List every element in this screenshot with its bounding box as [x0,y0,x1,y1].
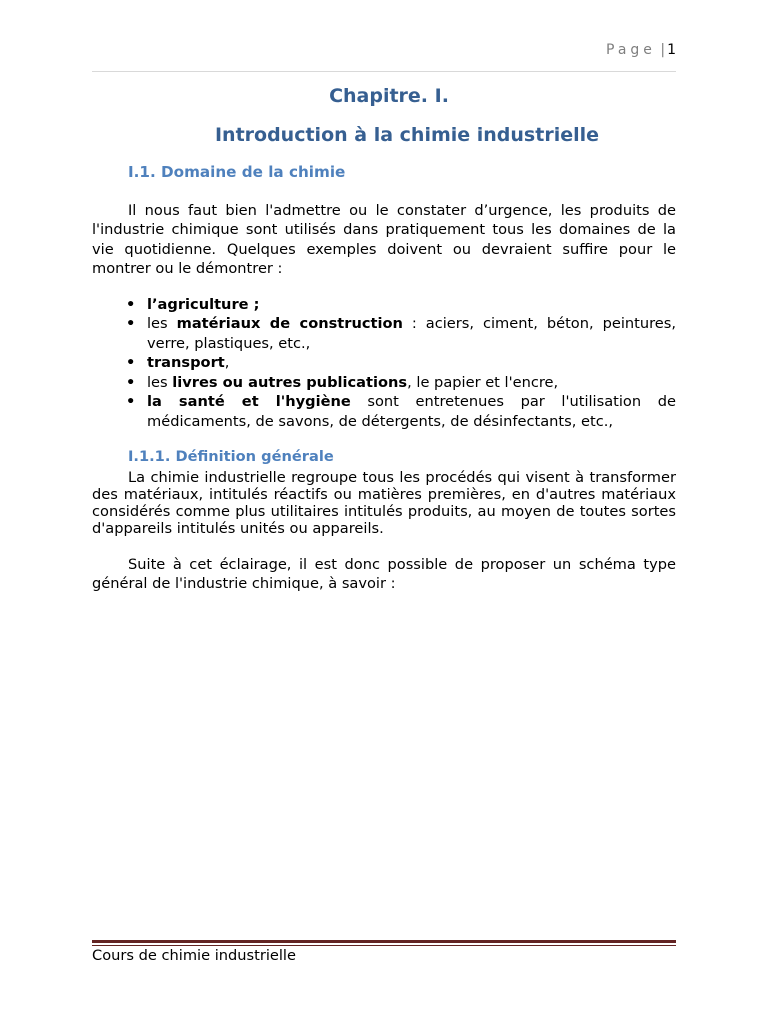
page-number: 1 [667,42,676,58]
list-item-bold: livres ou autres publications [172,373,408,391]
footer-course-title: Cours de chimie industrielle [92,947,296,964]
page-label: Page [606,42,656,58]
bullet-marker: • [126,354,136,371]
list-item-bold: transport [147,354,225,371]
intro-paragraph: Il nous faut bien l'admettre ou le constater d’urgence, les produits de l'industrie chimique sont utilisés dans pratiquement tous les domaines de la vie quotidienne. Quelques exemples doivent ou devraient suffire pour le montrer ou le démontrer : [92,201,676,277]
chapter-title: Chapitre. I. [329,85,449,107]
examples-list [92,295,676,432]
bullet-marker: • [126,373,136,391]
list-item-bold: l’agriculture ; [147,295,260,313]
footer-divider-thick [92,940,676,943]
list-item-bold: matériaux de construction [176,315,403,332]
list-item-bold: la santé et l'hygiène [147,393,351,410]
list-item: • les matériaux de construction : aciers, ciment, béton, peintures, verre, plastiques, etc., [126,315,676,352]
header-divider [92,71,676,72]
footer-divider-thin [92,945,676,946]
document-body [92,84,676,594]
bullet-marker: • [126,315,136,332]
conclusion-paragraph: Suite à cet éclairage, il est donc possible de proposer un schéma type général de l'industrie chimique, à savoir : [92,555,676,592]
page-header [606,42,676,58]
list-item: • transport, [126,354,230,371]
definition-paragraph: La chimie industrielle regroupe tous les procédés qui visent à transformer des matériaux, intitulés réactifs ou matières premières, en d'autres matériaux considérés comme plus utilitaires intitulés produits, au moyen de toutes sortes d'appareils intitulés unités ou appareils. [92,468,676,537]
list-item: • les livres ou autres publications, le papier et l'encre, [126,373,559,391]
page-separator: | [660,42,666,58]
section-heading-domaine: I.1. Domaine de la chimie [128,163,346,181]
list-item [92,295,676,315]
list-item: • la santé et l'hygiène sont entretenues par l'utilisation de médicaments, de savons, de détergents, de désinfectants, etc., [126,393,676,430]
chapter-subtitle: Introduction à la chimie industrielle [214,123,600,146]
bullet-marker: • [126,295,136,313]
section-heading-definition: I.1.1. Définition générale [128,448,334,465]
bullet-marker: • [126,393,136,410]
